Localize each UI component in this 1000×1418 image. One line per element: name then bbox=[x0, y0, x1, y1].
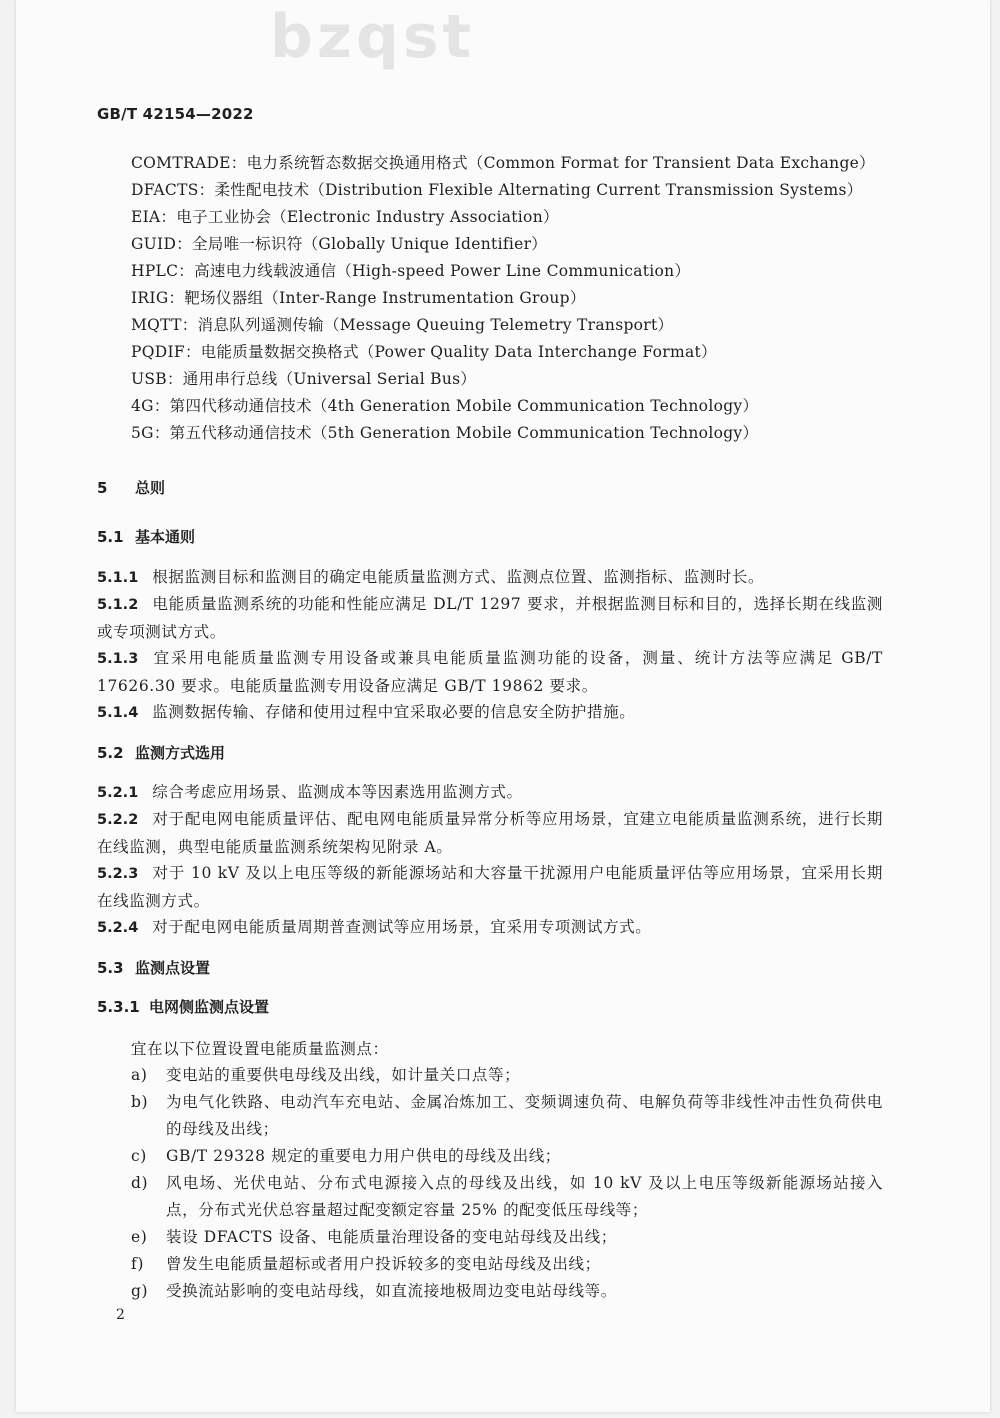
abbreviation-item: COMTRADE：电力系统暂态数据交换通用格式（Common Format for Transient Data Exchange） bbox=[131, 154, 875, 172]
list-item-text: 变电站的重要供电母线及出线，如计量关口点等； bbox=[166, 1066, 521, 1084]
clause-number: 5.1.2 bbox=[97, 597, 139, 613]
clause-number: 5.1.4 bbox=[97, 705, 139, 721]
list-marker: g) bbox=[131, 1282, 149, 1300]
subsection-title: 基本通则 bbox=[135, 528, 196, 546]
list-item bbox=[131, 1278, 883, 1305]
subsubsection-title: 电网侧监测点设置 bbox=[149, 998, 270, 1016]
list-marker: b) bbox=[131, 1093, 149, 1111]
abbreviation-item: 5G：第五代移动通信技术（5th Generation Mobile Communication Technology） bbox=[131, 424, 759, 442]
list-item-text: 曾发生电能质量超标或者用户投诉较多的变电站母线及出线； bbox=[166, 1255, 601, 1273]
clause-paragraph bbox=[97, 699, 883, 727]
abbreviation-item: DFACTS：柔性配电技术（Distribution Flexible Alternating Current Transmission Systems） bbox=[131, 181, 863, 199]
subsection-heading bbox=[97, 742, 225, 764]
section-title: 总则 bbox=[135, 479, 166, 497]
abbreviation-item: EIA：电子工业协会（Electronic Industry Association） bbox=[131, 208, 559, 226]
page-number: 2 bbox=[116, 1307, 125, 1323]
abbreviation-item: PQDIF：电能质量数据交换格式（Power Quality Data Interchange Format） bbox=[131, 343, 717, 361]
clause-paragraph bbox=[97, 779, 883, 807]
list-item-text: 装设 DFACTS 设备、电能质量治理设备的变电站母线及出线； bbox=[166, 1228, 617, 1246]
clause-number: 5.1.1 bbox=[97, 570, 139, 586]
clause-text: 宜采用电能质量监测专用设备或兼具电能质量监测功能的设备，测量、统计方法等应满足 GB/T 17626.30 要求。电能质量监测专用设备应满足 GB/T 19862 要求。 bbox=[97, 649, 883, 695]
clause-text: 监测数据传输、存储和使用过程中宜采取必要的信息安全防护措施。 bbox=[152, 703, 636, 721]
clause-number: 5.2.1 bbox=[97, 785, 139, 801]
section-heading bbox=[97, 477, 165, 499]
clause-text: 根据监测目标和监测目的确定电能质量监测方式、监测点位置、监测指标、监测时长。 bbox=[152, 568, 765, 586]
clause-paragraph bbox=[97, 564, 883, 592]
list-marker: a) bbox=[131, 1066, 148, 1084]
abbreviation-item: HPLC：高速电力线载波通信（High-speed Power Line Communication） bbox=[131, 262, 691, 280]
abbreviation-item: MQTT：消息队列遥测传输（Message Queuing Telemetry Transport） bbox=[131, 316, 674, 334]
clause-text: 对于配电网电能质量评估、配电网电能质量异常分析等应用场景，宜建立电能质量监测系统，进行长期在线监测，典型电能质量监测系统架构见附录 A。 bbox=[97, 810, 883, 856]
list-item-text: 为电气化铁路、电动汽车充电站、金属冶炼加工、变频调速负荷、电解负荷等非线性冲击性负荷供电的母线及出线； bbox=[166, 1093, 883, 1138]
subsubsection-heading bbox=[97, 996, 269, 1018]
list-item bbox=[131, 1251, 883, 1278]
section-number: 5 bbox=[97, 479, 108, 497]
abbreviation-item: IRIG：靶场仪器组（Inter-Range Instrumentation Group） bbox=[131, 289, 586, 307]
list-marker: f) bbox=[131, 1255, 144, 1273]
abbreviation-item: USB：通用串行总线（Universal Serial Bus） bbox=[131, 370, 477, 388]
subsection-title: 监测方式选用 bbox=[135, 744, 226, 762]
list-item bbox=[131, 1062, 883, 1089]
subsection-number: 5.2 bbox=[97, 744, 124, 762]
clause-text: 电能质量监测系统的功能和性能应满足 DL/T 1297 要求，并根据监测目标和目的，选择长期在线监测或专项测试方式。 bbox=[97, 595, 883, 641]
subsection-heading bbox=[97, 526, 195, 548]
clause-text: 综合考虑应用场景、监测成本等因素选用监测方式。 bbox=[152, 783, 523, 801]
list-item bbox=[131, 1143, 883, 1170]
list-marker: e) bbox=[131, 1228, 148, 1246]
list-item-text: 风电场、光伏电站、分布式电源接入点的母线及出线，如 10 kV 及以上电压等级新能源场站接入点，分布式光伏总容量超过配变额定容量 25% 的配变低压母线等； bbox=[166, 1174, 883, 1219]
list-item bbox=[131, 1089, 883, 1143]
list-marker: d) bbox=[131, 1174, 149, 1192]
list-item bbox=[131, 1170, 883, 1224]
document-id-header: GB/T 42154—2022 bbox=[97, 105, 254, 123]
clause-paragraph bbox=[97, 806, 883, 861]
clause-text: 对于配电网电能质量周期普查测试等应用场景，宜采用专项测试方式。 bbox=[152, 918, 652, 936]
clause-number: 5.2.2 bbox=[97, 812, 139, 828]
clause-number: 5.2.3 bbox=[97, 866, 139, 882]
subsection-title: 监测点设置 bbox=[135, 959, 211, 977]
clause-number: 5.1.3 bbox=[97, 651, 139, 667]
abbreviation-item: 4G：第四代移动通信技术（4th Generation Mobile Communication Technology） bbox=[131, 397, 759, 415]
clause-paragraph bbox=[97, 645, 883, 700]
clause-text: 对于 10 kV 及以上电压等级的新能源场站和大容量干扰源用户电能质量评估等应用场景，宜采用长期在线监测方式。 bbox=[97, 864, 883, 910]
clause-paragraph bbox=[97, 860, 883, 915]
clause-paragraph bbox=[97, 914, 883, 942]
subsection-number: 5.3 bbox=[97, 959, 124, 977]
list-intro: 宜在以下位置设置电能质量监测点： bbox=[131, 1040, 389, 1058]
subsection-heading bbox=[97, 957, 210, 979]
subsection-number: 5.1 bbox=[97, 528, 124, 546]
abbreviation-item: GUID：全局唯一标识符（Globally Unique Identifier） bbox=[131, 235, 548, 253]
list-item-text: 受换流站影响的变电站母线，如直流接地极周边变电站母线等。 bbox=[166, 1282, 617, 1300]
list-item-text: GB/T 29328 规定的重要电力用户供电的母线及出线； bbox=[166, 1147, 561, 1165]
list-item bbox=[131, 1224, 883, 1251]
subsubsection-number: 5.3.1 bbox=[97, 998, 140, 1016]
list-marker: c) bbox=[131, 1147, 147, 1165]
watermark-text: bzqst bbox=[270, 2, 476, 72]
clause-number: 5.2.4 bbox=[97, 920, 139, 936]
clause-paragraph bbox=[97, 591, 883, 646]
